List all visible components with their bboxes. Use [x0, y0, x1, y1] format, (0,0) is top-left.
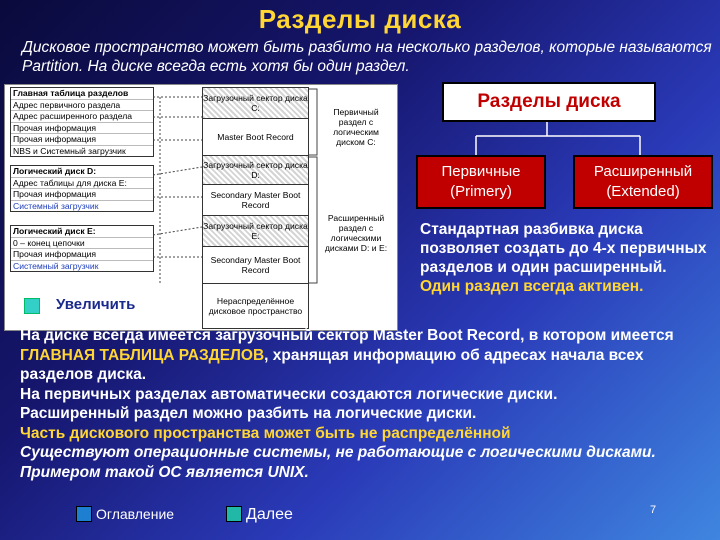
table-row: Прочая информация [11, 188, 153, 200]
page-number: 7 [650, 504, 657, 516]
page-title: Разделы диска [258, 4, 462, 34]
text: На диске всегда имеется загрузочный сектор Master Boot Record, в котором имеется [20, 327, 674, 344]
enlarge-link[interactable]: Увеличить [56, 296, 136, 313]
layout-cell: Нераспределённое дисковое пространство [203, 283, 308, 327]
table-row: Адрес таблицы для диска E: [11, 177, 153, 189]
intro-text: Дисковое пространство может быть разбито на несколько разделов, которые называются Partition. На диске всегда есть хотя бы один раздел. [22, 39, 712, 75]
node-label: Первичные [441, 163, 521, 180]
table-row: Прочая информация [11, 248, 153, 260]
node-label: Расширенный [593, 163, 693, 180]
body-text [20, 326, 710, 482]
table-row: Главная таблица разделов [13, 88, 129, 98]
paragraph: Расширенный раздел можно разбить на логические диски. [20, 405, 477, 422]
table-row: Прочая информация [11, 133, 153, 145]
next-icon[interactable] [226, 506, 242, 522]
node-label: (Extended) [606, 183, 680, 200]
table-row: Системный загрузчик [11, 200, 153, 212]
tree-connectors [420, 118, 720, 158]
contents-link[interactable]: Оглавление [96, 506, 175, 522]
layout-cell: Master Boot Record [203, 118, 308, 155]
layout-cell: Загрузочный сектор диска E: [203, 215, 308, 246]
paragraph [20, 326, 710, 385]
table-row: Прочая информация [11, 122, 153, 134]
primary-partition-label: Первичный раздел с логическим диском С: [333, 107, 379, 147]
node-label: (Primery) [450, 183, 512, 200]
table-row: Системный загрузчик [11, 260, 153, 272]
table-row: Адрес расширенного раздела [11, 110, 153, 122]
partition-description [420, 220, 710, 296]
extended-partition-label: Расширенный раздел с логическими дисками D: и E: [324, 213, 388, 253]
layout-cell: Загрузочный сектор диска D: [203, 155, 308, 184]
paragraph: На первичных разделах автоматически создаются логические диски. [20, 385, 558, 403]
table-row: Логический диск E: [13, 226, 96, 236]
highlight: ГЛАВНАЯ ТАБЛИЦА РАЗДЕЛОВ [20, 346, 265, 364]
contents-icon[interactable] [76, 506, 92, 522]
tree-node-extended [573, 155, 713, 209]
layout-cell: Secondary Master Boot Record [203, 184, 308, 215]
desc-text: Стандартная разбивка диска позволяет создать до 4-х первичных разделов и один расширенный. [420, 221, 707, 276]
layout-cell: Загрузочный сектор диска С: [203, 88, 308, 118]
table-row: Адрес первичного раздела [11, 99, 153, 111]
table-row: 0 – конец цепочки [11, 237, 153, 249]
table-row: Логический диск D: [13, 166, 97, 176]
layout-cell: Secondary Master Boot Record [203, 246, 308, 283]
partition-diagram [4, 84, 398, 331]
next-link[interactable]: Далее [246, 506, 293, 523]
disk-layout-column [202, 87, 309, 329]
paragraph: Существуют операционные системы, не работающие с логическими дисками. Примером такой ОС является UNIX. [20, 444, 656, 481]
tree-node-primary [416, 155, 546, 209]
text: , хранящая информацию об адресах начала всех разделов диска. [20, 346, 644, 383]
paragraph: Часть дискового пространства может быть не распределённой [20, 424, 511, 442]
tree-root: Разделы диска [442, 82, 656, 122]
table-row: NBS и Системный загрузчик [11, 145, 153, 157]
enlarge-icon[interactable] [24, 298, 40, 314]
desc-highlight: Один раздел всегда активен. [420, 278, 644, 295]
